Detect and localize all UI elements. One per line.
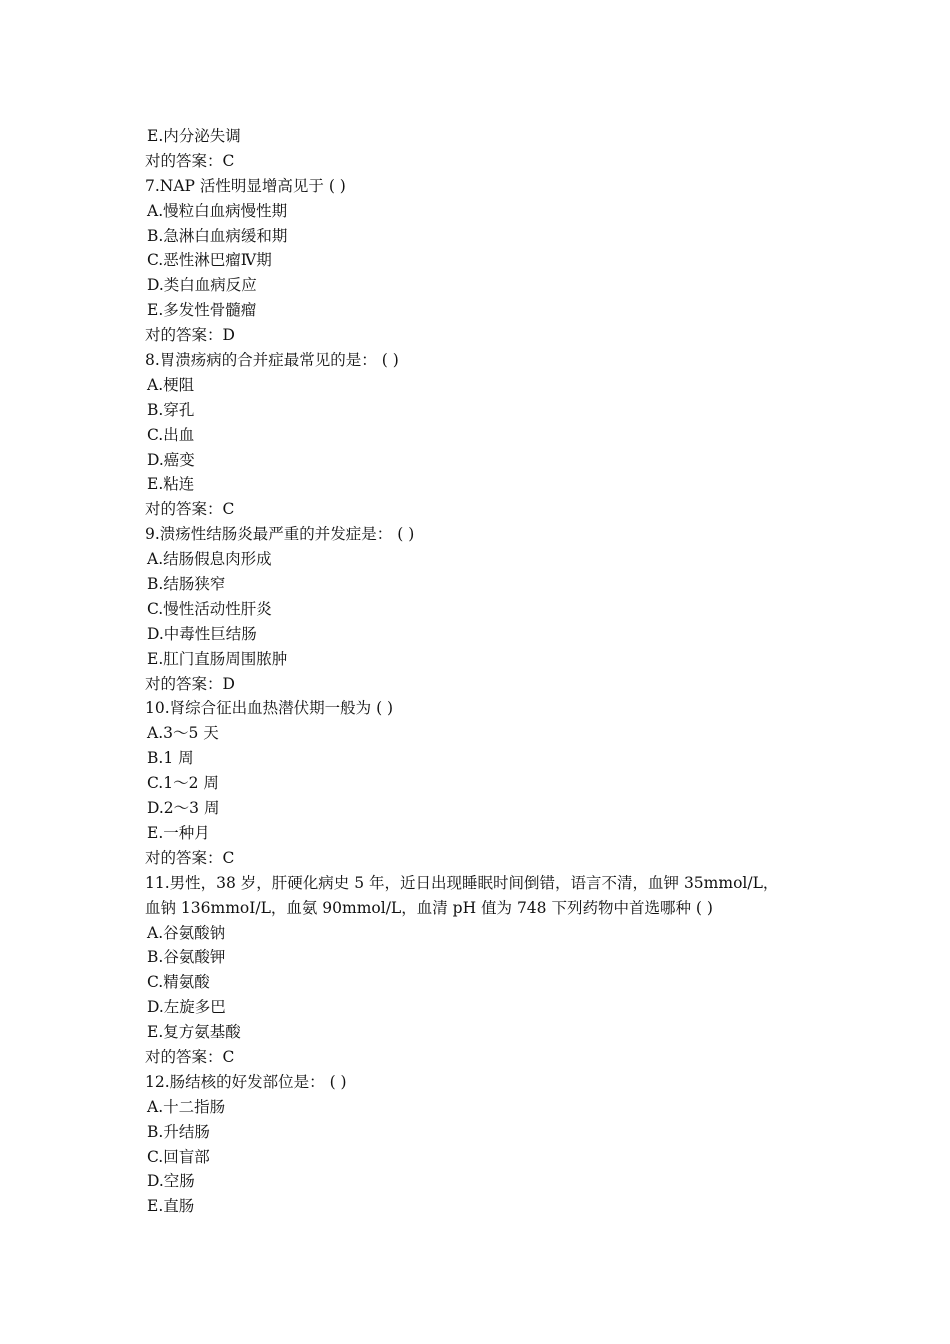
answer-option: B.谷氨酸钾 bbox=[147, 948, 226, 967]
answer-option: E.多发性骨髓瘤 bbox=[147, 301, 257, 320]
correct-answer: 对的答案：C bbox=[145, 848, 235, 867]
answer-option: B.急淋白血病缓和期 bbox=[147, 226, 288, 245]
document-body bbox=[145, 124, 815, 1219]
question-text: 7.NAP 活性明显增高见于 ( ) bbox=[145, 176, 346, 195]
answer-option: C.慢性活动性肝炎 bbox=[147, 599, 272, 618]
answer-option: B.升结肠 bbox=[147, 1122, 210, 1141]
question-text: 9.溃疡性结肠炎最严重的并发症是： ( ) bbox=[145, 525, 415, 544]
answer-option: E.内分泌失调 bbox=[147, 127, 241, 145]
answer-option: E.粘连 bbox=[147, 475, 195, 494]
correct-answer: 对的答案：D bbox=[145, 326, 235, 345]
answer-option: C.出血 bbox=[147, 425, 195, 444]
answer-option: D.左旋多巴 bbox=[147, 998, 226, 1017]
correct-answer: 对的答案：D bbox=[145, 674, 235, 693]
answer-option: A.3～5 天 bbox=[147, 724, 219, 743]
answer-option: B.穿孔 bbox=[147, 400, 195, 419]
answer-option: A.十二指肠 bbox=[147, 1097, 226, 1116]
correct-answer: 对的答案：C bbox=[145, 1047, 235, 1066]
answer-option: E.复方氨基酸 bbox=[147, 1023, 241, 1042]
answer-option: E.一种月 bbox=[147, 823, 210, 842]
answer-option: A.谷氨酸钠 bbox=[147, 923, 226, 942]
question-text: 12.肠结核的好发部位是： ( ) bbox=[145, 1072, 347, 1091]
answer-option: B.1 周 bbox=[147, 749, 194, 768]
answer-option: A.慢粒白血病慢性期 bbox=[147, 201, 288, 220]
answer-option: D.癌变 bbox=[147, 450, 195, 469]
answer-option: A.结肠假息肉形成 bbox=[147, 550, 272, 569]
answer-option: E.直肠 bbox=[147, 1197, 195, 1216]
answer-option: C.恶性淋巴瘤Ⅳ期 bbox=[147, 251, 272, 270]
answer-option: D.中毒性巨结肠 bbox=[147, 624, 257, 643]
answer-option: E.肛门直肠周围脓肿 bbox=[147, 649, 288, 668]
answer-option: A.梗阻 bbox=[147, 375, 195, 394]
correct-answer: 对的答案：C bbox=[145, 151, 235, 170]
answer-option: D.类白血病反应 bbox=[147, 276, 257, 295]
answer-option: D.空肠 bbox=[147, 1172, 195, 1191]
correct-answer: 对的答案：C bbox=[145, 500, 235, 519]
answer-option: D.2～3 周 bbox=[147, 799, 220, 818]
question-text: 8.胃溃疡病的合并症最常见的是： ( ) bbox=[145, 351, 399, 370]
question-text: 11.男性，38 岁，肝硬化病史 5 年，近日出现睡眠时间倒错，语言不清，血钾 35mmol/L， bbox=[145, 873, 779, 892]
answer-option: C.精氨酸 bbox=[147, 973, 210, 992]
answer-option: B.结肠狭窄 bbox=[147, 575, 226, 594]
question-text: 10.肾综合征出血热潜伏期一般为 ( ) bbox=[145, 699, 394, 718]
answer-option: C.1～2 周 bbox=[147, 774, 219, 793]
answer-option: C.回盲部 bbox=[147, 1147, 210, 1166]
question-text: 血钠 136mmoI/L，血氨 90mmol/L，血清 pH 值为 748 下列药物中首选哪种 ( ) bbox=[145, 898, 713, 917]
